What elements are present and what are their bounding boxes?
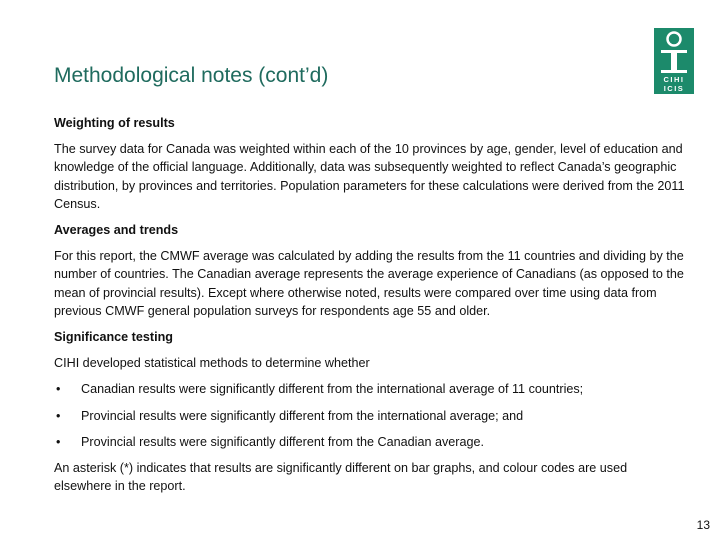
list-item: • Provincial results were significantly different from the Canadian average.	[54, 433, 686, 451]
section-body: The survey data for Canada was weighted within each of the 10 provinces by age, gender, level of education and knowledge of the official language. Additionally, data was subsequently weighted to reflect Canada’s geographic distribution, by provinces and territories. Population parameters for these calculations were derived from the 2011 Census.	[54, 142, 685, 211]
bullet-list	[54, 380, 686, 451]
bullet-icon: •	[56, 408, 61, 423]
bullet-icon: •	[56, 382, 61, 397]
section-averages	[54, 221, 686, 320]
slide-title: Methodological notes (cont’d)	[54, 64, 329, 87]
section-heading: Significance testing	[54, 330, 173, 345]
section-significance	[54, 328, 686, 495]
page-number: 13	[696, 518, 710, 532]
section-weighting	[54, 114, 686, 213]
list-item: • Canadian results were significantly different from the international average of 11 countries;	[54, 380, 686, 398]
section-heading: Averages and trends	[54, 223, 179, 238]
slide-content	[54, 114, 686, 501]
section-footer-note: An asterisk (*) indicates that results are significantly different on bar graphs, and colour codes are used elsewhere in the report.	[54, 461, 628, 494]
bullet-icon: •	[56, 434, 61, 449]
section-heading: Weighting of results	[54, 116, 175, 130]
list-item: • Provincial results were significantly different from the international average; and	[54, 407, 686, 425]
section-body: For this report, the CMWF average was calculated by adding the results from the 11 countries and dividing by the number of countries. The Canadian average represents the average experience of Canadians (as opposed to the mean of provincial results). Except where otherwise noted, results were compared over time using data from previous CMWF general population surveys for respondents age 55 and older.	[54, 249, 684, 318]
svg-text:ICIS: ICIS	[663, 84, 685, 93]
cihi-logo-icon	[654, 28, 694, 94]
svg-text:CIHI: CIHI	[663, 75, 685, 84]
section-body: CIHI developed statistical methods to determine whether	[54, 356, 370, 371]
